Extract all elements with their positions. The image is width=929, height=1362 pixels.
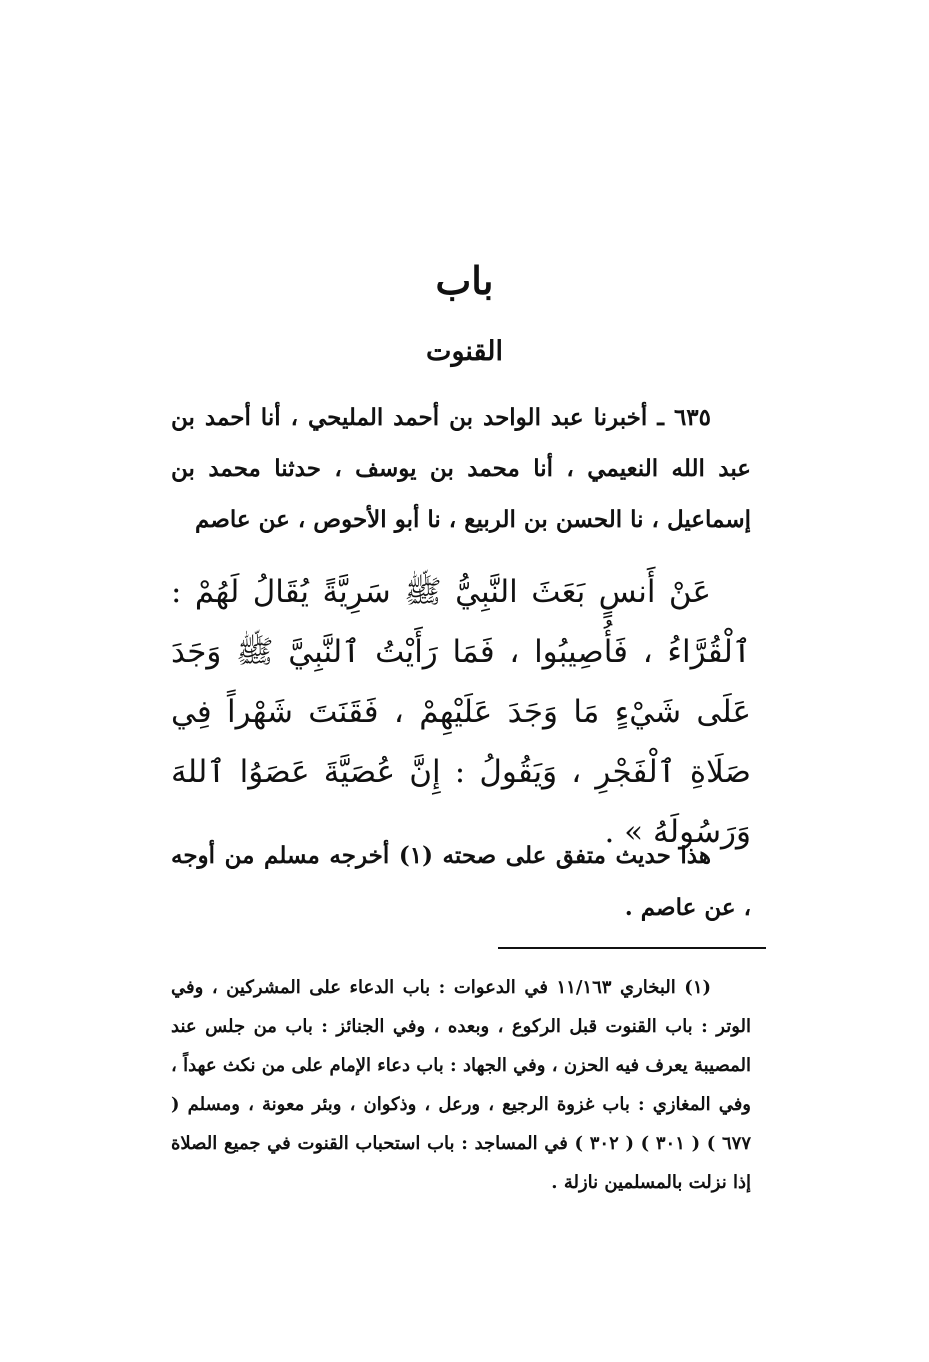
hadith-matn [171, 562, 751, 862]
footnote-separator [498, 947, 766, 949]
isnad-text: ٦٣٥ ـ أخبرنا عبد الواحد بن أحمد المليحي ، أنا أحمد بن عبد الله النعيمي ، أنا محمد بن يوسف ، حدثنا محمد بن إسماعيل ، نا الحسن بن الربيع ، نا أبو الأحوص ، عن عاصم [171, 404, 751, 533]
matn-text: عَنْ أَنسٍ بَعَثَ النَّبِيُّ ﷺ سَرِيَّةً يُقَالُ لَهُمْ : ٱلْقُرَّاءُ ، فَأُصِيبُوا ، فَمَا رَأَيْتُ ٱلنَّبِيَّ ﷺ وَجَدَ عَلَى شَيْءٍ مَا وَجَدَ عَلَيْهِمْ ، فَقَنَتَ شَهْراً فِي صَلَاةِ ٱلْفَجْرِ ، وَيَقُولُ : إِنَّ عُصَيَّةَ عَصَوُا ٱللهَ وَرَسُولَهُ » . [171, 574, 751, 850]
hadith-isnad [171, 392, 751, 545]
chapter-title: القنوت [426, 336, 503, 367]
footnote-text: (١) البخاري ١١/١٦٣ في الدعوات : باب الدعاء على المشركين ، وفي الوتر : باب القنوت قبل الركوع ، وبعده ، وفي الجنائز : باب من جلس عند المصيبة يعرف فيه الحزن ، وفي الجهاد : باب دعاء الإمام على من نكث عهداً ، وفي المغازي : باب غزوة الرجيع ، ورعل ، وذكوان ، وبئر معونة ، ومسلم ( ٦٧٧ ) ( ٣٠١ ) ( ٣٠٢ ) في المساجد : باب استحباب القنوت في جميع الصلاة إذا نزلت بالمسلمين نازلة . [171, 977, 751, 1193]
footnote [171, 968, 751, 1202]
hadith-comment [171, 830, 751, 934]
chapter-heading: باب [435, 258, 494, 303]
comment-text: هذا حديث متفق على صحته (١) أخرجه مسلم من أوجه ، عن عاصم . [171, 842, 751, 921]
